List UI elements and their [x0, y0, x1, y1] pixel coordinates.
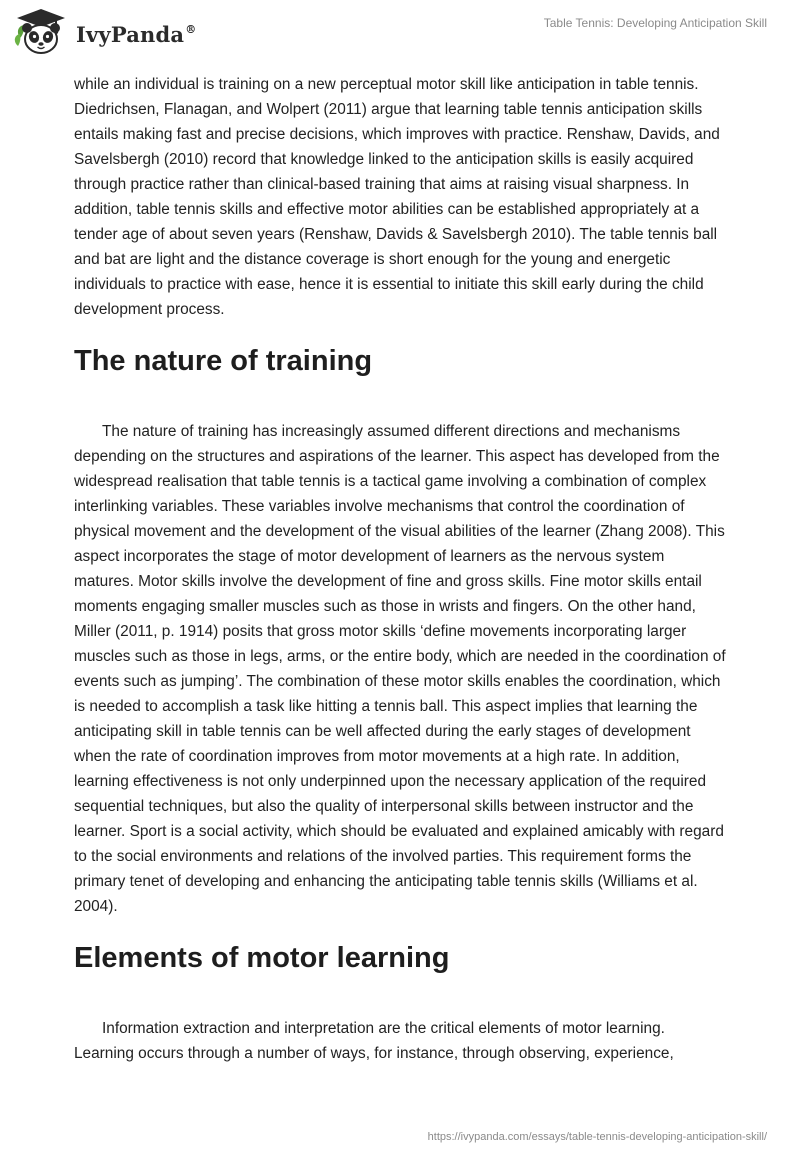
document-title: Table Tennis: Developing Anticipation Skill [543, 16, 767, 30]
body-paragraph: Information extraction and interpretation are the critical elements of motor learning. Learning occurs through a number of ways, for instance, through observing, experience, [74, 1020, 674, 1062]
registered-mark: ® [185, 22, 197, 36]
section-heading: The nature of training [74, 345, 373, 377]
essay-content [74, 72, 728, 1066]
section-heading: Elements of motor learning [74, 942, 450, 974]
ivypanda-logo[interactable] [14, 8, 196, 56]
source-url[interactable]: https://ivypanda.com/essays/table-tennis-developing-anticipation-skill/ [427, 1131, 767, 1143]
logo-text: IvyPanda [76, 21, 185, 47]
logo-wordmark [76, 22, 196, 47]
page-header [0, 0, 800, 62]
body-paragraph: while an individual is training on a new perceptual motor skill like anticipation in table tennis. Diedrichsen, Flanagan, and Wolpert (2011) argue that learning table tennis anticipation skills entails making fast and precise decisions, which improves with practice. Renshaw, Davids, and Savelsbergh (2010) record that knowledge linked to the anticipation skills is easily acquired through practice rather than clinical-based training that aims at raising visual sharpness. In addition, table tennis skills and effective motor abilities can be established appropriately at a tender age of about seven years (Renshaw, Davids & Savelsbergh 2010). The table tennis ball and bat are light and the distance coverage is short enough for the young and energetic individuals to practice with ease, hence it is essential to initiate this skill early during the child development process. [74, 76, 720, 318]
body-paragraph: The nature of training has increasingly assumed different directions and mechanisms depending on the structures and aspirations of the learner. This aspect has developed from the widespread realisation that table tennis is a tactical game involving a combination of complex interlinking variables. These variables involve mechanisms that control the coordination of physical movement and the development of the visual abilities of the learner (Zhang 2008). This aspect incorporates the stage of motor development of learners as the nervous system matures. Motor skills involve the development of fine and gross skills. Fine motor skills entail moments engaging smaller muscles such as those in wrists and fingers. On the other hand, Miller (2011, p. 1914) posits that gross motor skills ‘define movements incorporating larger muscles such as those in legs, arms, or the entire body, which are needed in the coordination of events such as jumping’. The combination of these motor skills enables the coordination, which is needed to accomplish a task like hitting a tennis ball. This aspect implies that learning the anticipating skill in table tennis can be well affected during the early stages of development when the rate of coordination improves from motor movements at a high rate. In addition, learning effectiveness is not only underpinned upon the necessary application of the required sequential techniques, but also the quality of interpersonal skills between instructor and the learner. Sport is a social activity, which should be evaluated and explained amicably with regard to the social environments and relations of the involved parties. This requirement forms the primary tenet of developing and enhancing the anticipating table tennis skills (Williams et al. 2004). [74, 423, 726, 915]
panda-graduate-logo-icon [14, 8, 68, 56]
